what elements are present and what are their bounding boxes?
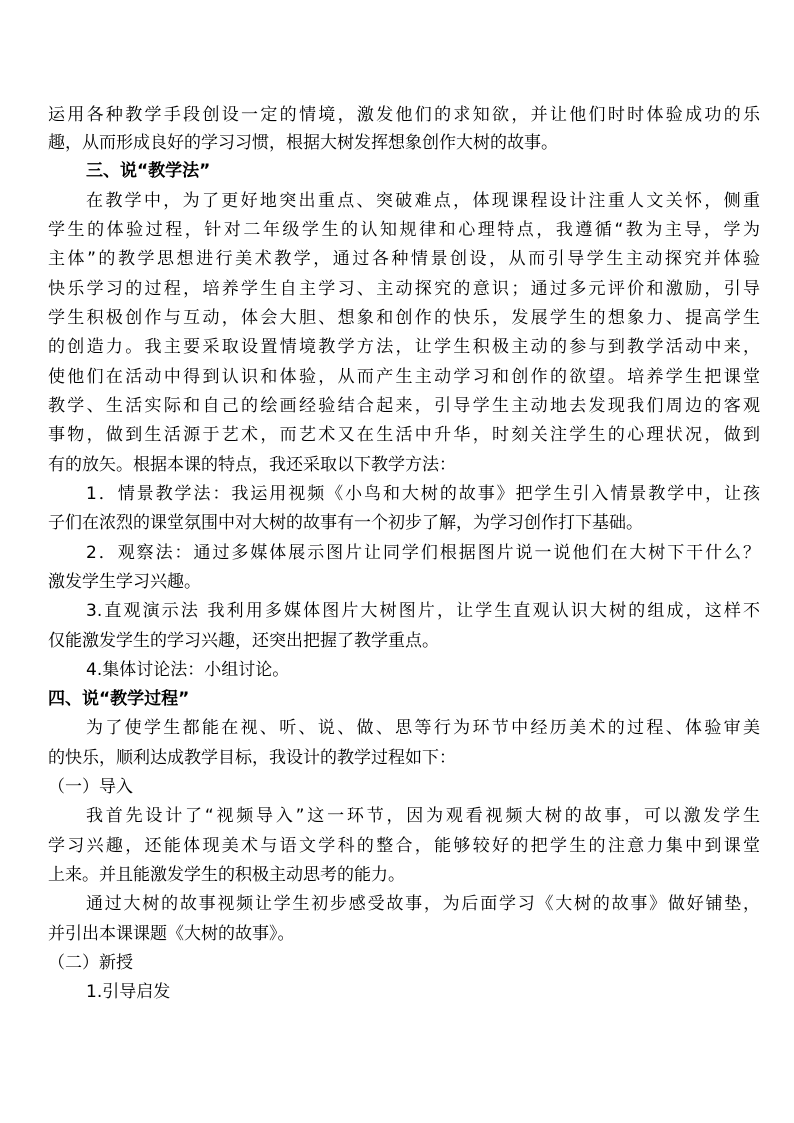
subsection-heading-intro: （一）导入 [48,777,133,797]
paragraph-line: 为了使学生都能在视、听、说、做、思等行为环节中经历美术的过程、体验审美 [86,718,760,738]
paragraph-line: 主体”的教学思想进行美术教学，通过各种情景创设，从而引导学生主动探究并体验 [48,249,760,269]
paragraph-line: 趣，从而形成良好的学习习惯，根据大树发挥想象创作大树的故事。 [48,133,558,153]
paragraph-line: 通过大树的故事视频让学生初步感受故事，为后面学习《大树的故事》做好铺垫， [86,894,760,914]
paragraph-line: 我首先设计了“视频导入”这一环节，因为观看视频大树的故事，可以激发学生 [86,806,760,826]
list-item-line: 3.直观演示法 我利用多媒体图片大树图片，让学生直观认识大树的组成，这样不 [86,601,760,621]
list-item-line: 1．情景教学法：我运用视频《小鸟和大树的故事》把学生引入情景教学中，让孩 [86,484,760,504]
list-item-line: 仅能激发学生的学习兴趣，还突出把握了教学重点。 [48,631,439,651]
paragraph-line: 运用各种教学手段创设一定的情境，激发他们的求知欲，并让他们时时体验成功的乐 [48,105,760,125]
paragraph-line: 有的放矢。根据本课的特点，我还采取以下教学方法： [48,455,456,475]
list-item-line: 4.集体讨论法：小组讨论。 [86,660,290,680]
paragraph-line: 使他们在活动中得到认识和体验，从而产生主动学习和创作的欲望。培养学生把课堂 [48,367,760,387]
list-item-line: 子们在浓烈的课堂氛围中对大树的故事有一个初步了解，为学习创作打下基础。 [48,513,643,533]
list-item-line: 1.引导启发 [86,982,171,1002]
paragraph-line: 的创造力。我主要采取设置情境教学方法，让学生积极主动的参与到教学活动中来， [48,337,760,357]
section-heading-teaching-method: 三、说“教学法” [86,161,211,181]
paragraph-line: 教学、生活实际和自己的绘画经验结合起来，引导学生主动地去发现我们周边的客观 [48,396,760,416]
list-item-line: 激发学生学习兴趣。 [48,572,201,592]
paragraph-line: 并引出本课课题《大树的故事》。 [48,924,295,944]
paragraph-line: 在教学中，为了更好地突出重点、突破难点，体现课程设计注重人文关怀，侧重 [86,191,760,211]
paragraph-line: 学生的体验过程，针对二年级学生的认知规律和心理特点，我遵循“教为主导，学为 [48,220,760,240]
paragraph-line: 上来。并且能激发学生的积极主动思考的能力。 [48,865,405,885]
paragraph-line: 学习兴趣，还能体现美术与语文学科的整合，能够较好的把学生的注意力集中到课堂 [48,836,760,856]
section-heading-teaching-process: 四、说“教学过程” [48,689,190,709]
subsection-heading-new-lesson: （二）新授 [48,953,133,973]
list-item-line: 2．观察法：通过多媒体展示图片让同学们根据图片说一说他们在大树下干什么？ [86,543,760,563]
paragraph-line: 的快乐，顺利达成教学目标，我设计的教学过程如下： [48,748,456,768]
paragraph-line: 学生积极创作与互动，体会大胆、想象和创作的快乐，发展学生的想象力、提高学生 [48,308,760,328]
paragraph-line: 快乐学习的过程，培养学生自主学习、主动探究的意识；通过多元评价和激励，引导 [48,279,760,299]
paragraph-line: 事物，做到生活源于艺术，而艺术又在生活中升华，时刻关注学生的心理状况，做到 [48,425,760,445]
